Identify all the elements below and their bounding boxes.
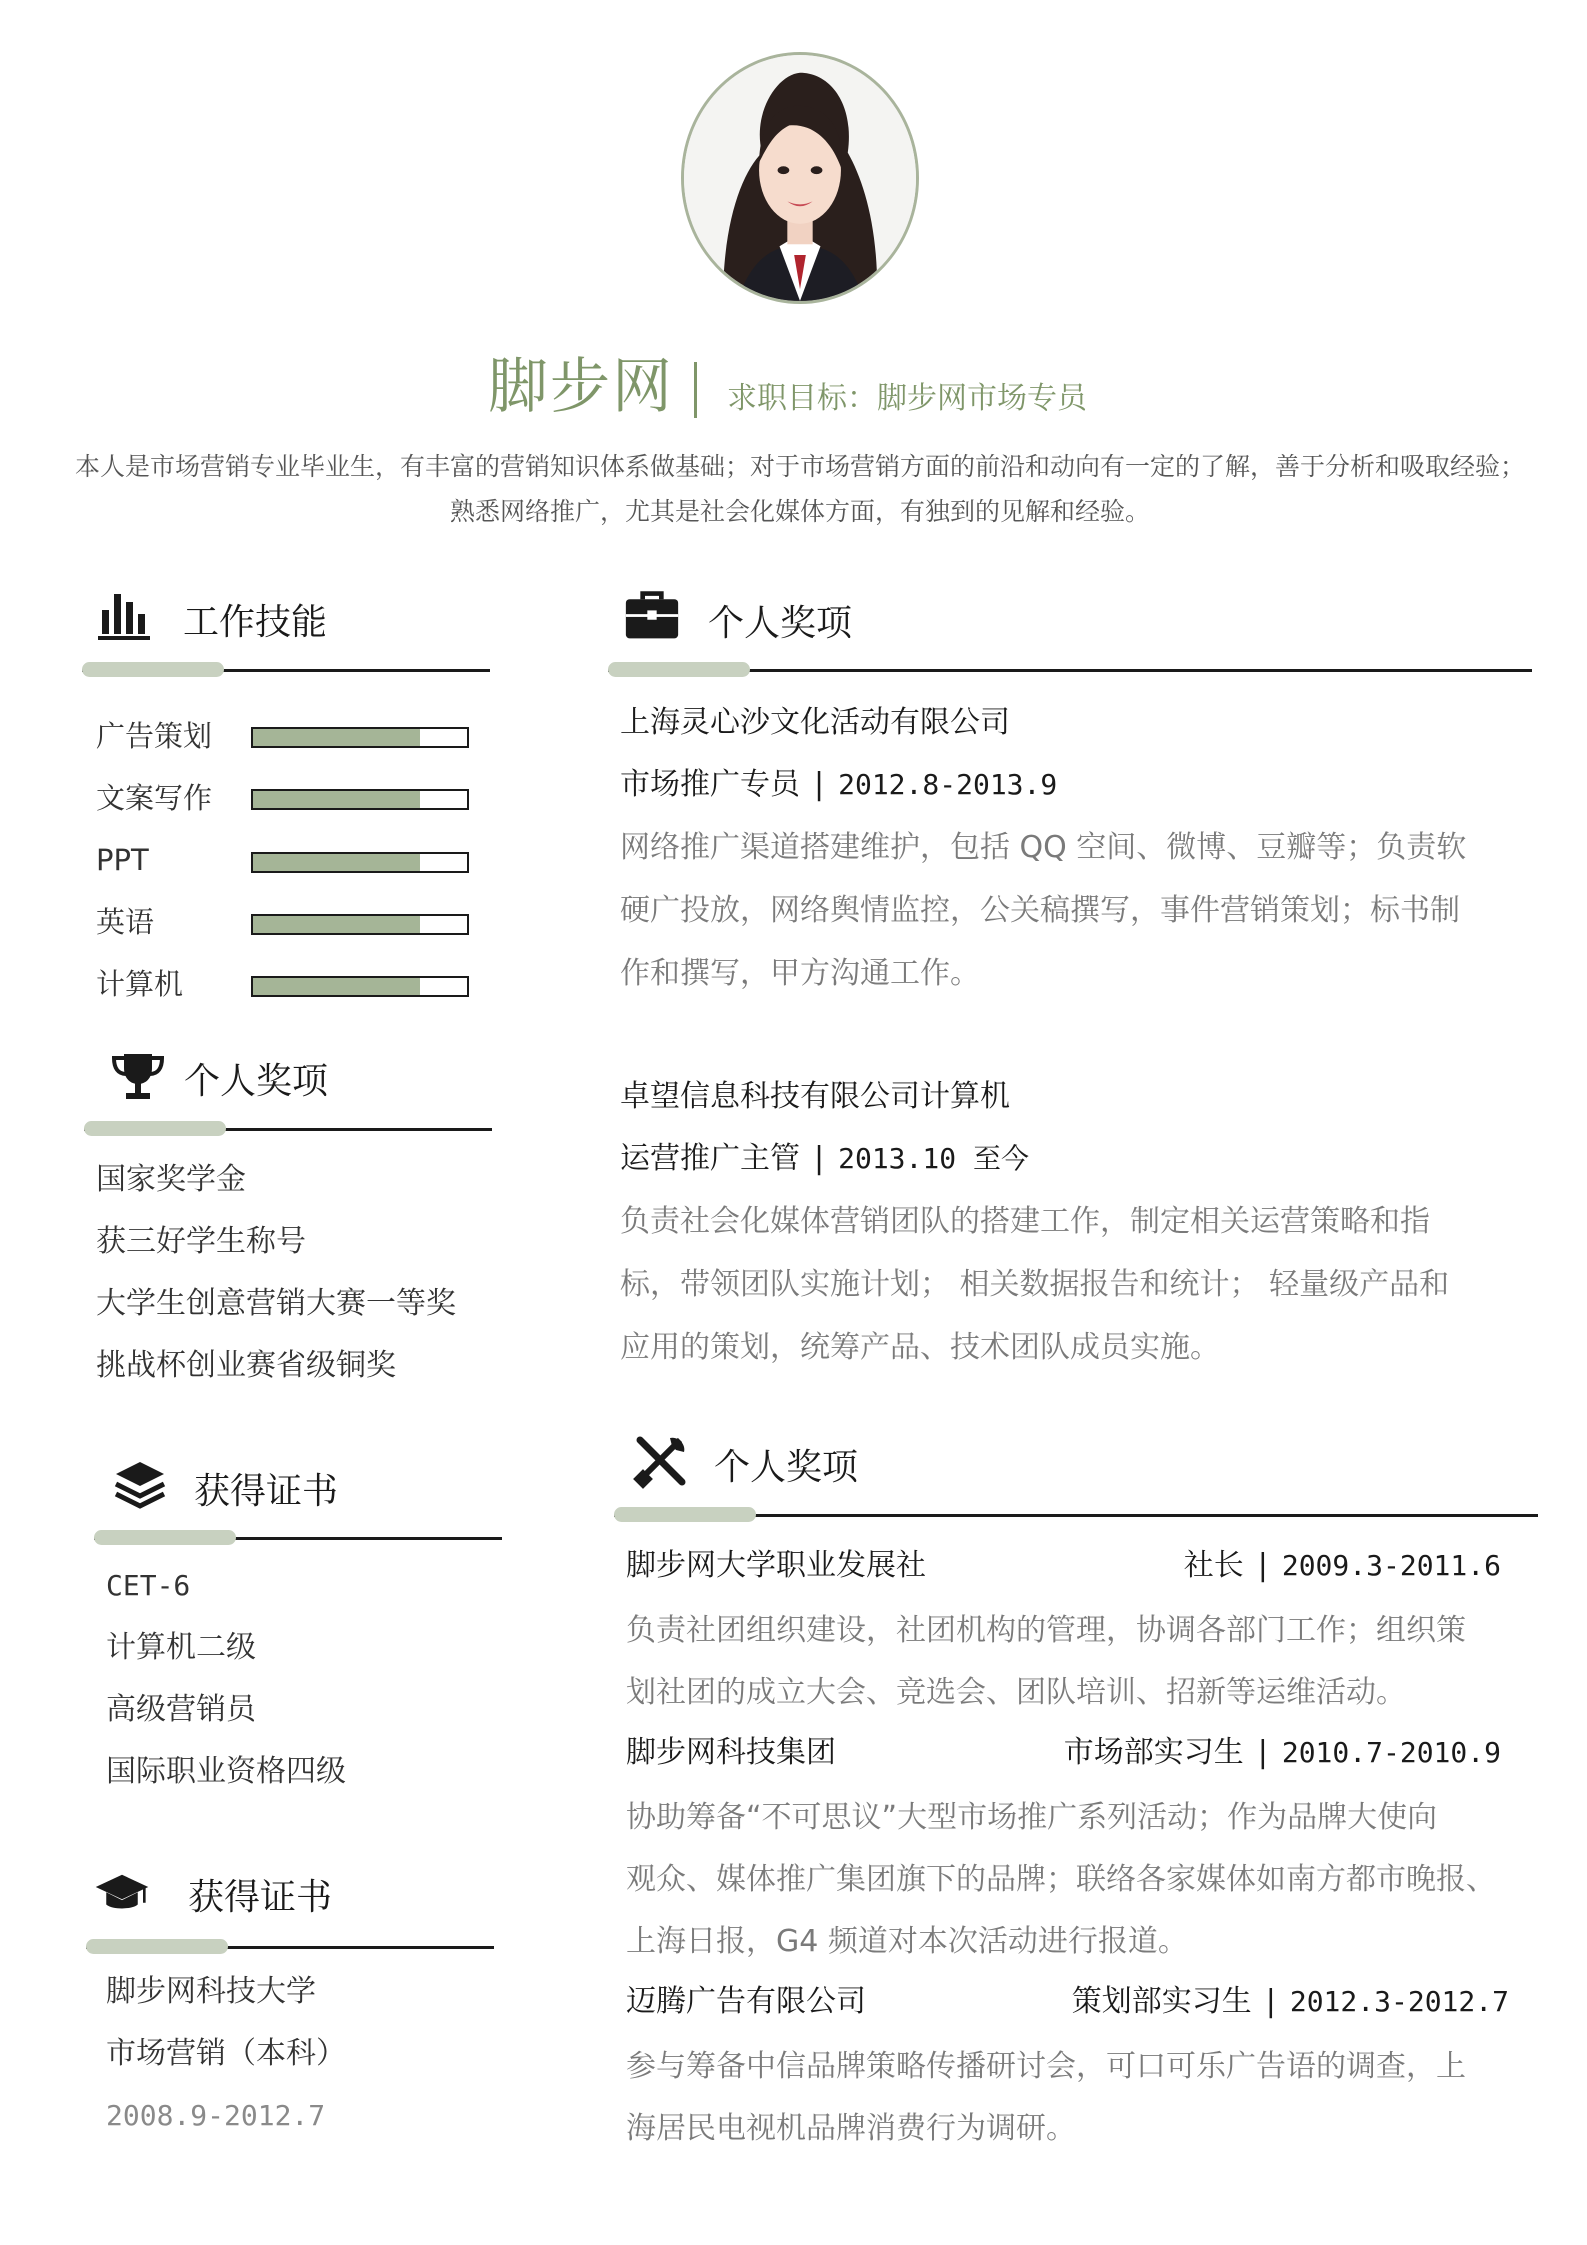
skill-bar-fill: [253, 978, 420, 995]
certs-title: 获得证书: [194, 1471, 339, 1512]
job-role-line: [620, 765, 1057, 805]
campus-role: 策划部实习生: [1071, 1984, 1252, 2019]
education-period: 2008.9-2012.7: [106, 2099, 326, 2132]
job-company: 上海灵心沙文化活动有限公司: [620, 705, 1010, 740]
briefcase-icon: [624, 588, 680, 644]
award-item: 挑战杯创业赛省级铜奖: [96, 1348, 396, 1383]
cert-item: 高级营销员: [106, 1692, 256, 1727]
awards-accent: [84, 1121, 226, 1136]
desc-line: 参与筹备中信品牌策略传播研讨会，可口可乐广告语的调查，上: [626, 2049, 1466, 2084]
desc-line: 划社团的成立大会、竞选会、团队培训、招新等运维活动。: [626, 1675, 1406, 1710]
separator: |: [1265, 1984, 1276, 2019]
skill-label: 文案写作: [96, 781, 213, 815]
job-period: 2012.8-2013.9: [838, 768, 1058, 801]
desc-line: 负责社团组织建设，社团机构的管理，协调各部门工作；组织策: [626, 1613, 1466, 1648]
cert-item: 国际职业资格四级: [106, 1754, 346, 1789]
campus-role: 社长: [1183, 1548, 1244, 1583]
job-period: 2013.10 至今: [838, 1142, 1029, 1175]
desc-line: 网络推广渠道搭建维护，包括 QQ 空间、微博、豆瓣等；负责软: [620, 830, 1467, 865]
campus-title: 个人奖项: [714, 1447, 859, 1488]
cert-item: CET-6: [106, 1569, 191, 1602]
campus-description: [626, 1787, 1496, 1973]
campus-period: 2010.7-2010.9: [1281, 1736, 1501, 1769]
separator: |: [814, 767, 825, 802]
award-item: 国家奖学金: [96, 1162, 246, 1197]
campus-org: 迈腾广告有限公司: [626, 1984, 866, 2019]
work-accent: [608, 662, 750, 677]
skill-row: [96, 964, 183, 1004]
desc-line: 硬广投放，网络舆情监控，公关稿撰写，事件营销策划；标书制: [620, 893, 1460, 928]
job-role: 市场推广专员: [620, 767, 800, 802]
certs-accent: [94, 1530, 236, 1545]
layers-icon: [112, 1458, 168, 1514]
skill-bar: [251, 727, 469, 748]
graduation-cap-icon: [94, 1866, 150, 1922]
skill-bar: [251, 914, 469, 935]
skill-bar: [251, 789, 469, 810]
desc-line: 负责社会化媒体营销团队的搭建工作，制定相关运营策略和指: [620, 1204, 1430, 1239]
separator: |: [1257, 1735, 1268, 1770]
skill-row: [96, 778, 212, 818]
campus-role-line: [1064, 1733, 1501, 1773]
skill-bar: [251, 976, 469, 997]
campus-role: 市场部实习生: [1063, 1735, 1244, 1770]
major: 市场营销（本科）: [106, 2036, 346, 2071]
school-name: 脚步网科技大学: [106, 1974, 316, 2009]
desc-line: 上海日报，G4 频道对本次活动进行报道。: [626, 1924, 1188, 1959]
bar-chart-icon: [96, 588, 152, 644]
desc-line: 协助筹备“不可思议”大型市场推广系列活动；作为品牌大使向: [626, 1800, 1438, 1835]
self-summary: 本人是市场营销专业毕业生，有丰富的营销知识体系做基础；对于市场营销方面的前沿和动向有一定的了解，善于分析和吸取经验；熟悉网络推广，尤其是社会化媒体方面，有独到的见解和经验。: [74, 452, 1525, 526]
skill-label: 计算机: [96, 967, 184, 1001]
tools-icon: [632, 1434, 688, 1490]
desc-line: 标，带领团队实施计划； 相关数据报告和统计； 轻量级产品和: [620, 1267, 1450, 1302]
campus-description: [626, 1600, 1466, 1724]
skill-label: 广告策划: [96, 719, 213, 753]
campus-role-line: [1184, 1546, 1501, 1586]
campus-accent: [614, 1507, 756, 1522]
campus-org: 脚步网大学职业发展社: [626, 1548, 926, 1583]
skills-accent: [82, 662, 224, 677]
job-objective: 求职目标：脚步网市场专员: [727, 381, 1087, 416]
job-description: [620, 816, 1466, 1005]
separator: |: [1257, 1548, 1268, 1583]
awards-title: 个人奖项: [184, 1061, 329, 1102]
work-title: 个人奖项: [708, 603, 853, 644]
campus-period: 2012.3-2012.7: [1289, 1985, 1509, 2018]
desc-line: 作和撰写，甲方沟通工作。: [620, 956, 980, 991]
education-accent: [86, 1939, 228, 1954]
skills-title: 工作技能: [183, 602, 328, 643]
portrait-photo: [684, 55, 916, 301]
campus-role-line: [1072, 1982, 1509, 2022]
skill-row: [96, 902, 154, 942]
campus-description: [626, 2036, 1466, 2160]
skill-bar: [251, 852, 469, 873]
skill-bar-fill: [253, 916, 420, 933]
campus-org: 脚步网科技集团: [626, 1735, 836, 1770]
skill-bar-fill: [253, 729, 420, 746]
skill-bar-fill: [253, 854, 420, 871]
job-role: 运营推广主管: [620, 1141, 800, 1176]
skill-row: [96, 716, 212, 756]
skill-bar-fill: [253, 791, 420, 808]
skill-row: [96, 840, 149, 880]
separator: |: [814, 1141, 825, 1176]
job-company: 卓望信息科技有限公司计算机: [620, 1079, 1010, 1114]
skill-label: PPT: [96, 843, 149, 877]
cert-item: 计算机二级: [106, 1630, 256, 1665]
job-description: [620, 1190, 1449, 1379]
award-item: 大学生创意营销大赛一等奖: [96, 1286, 456, 1321]
avatar: [681, 52, 919, 304]
desc-line: 海居民电视机品牌消费行为调研。: [626, 2111, 1076, 2146]
campus-period: 2009.3-2011.6: [1281, 1549, 1501, 1582]
award-item: 获三好学生称号: [96, 1224, 306, 1259]
name-divider: [694, 362, 697, 418]
education-title: 获得证书: [188, 1877, 333, 1918]
skill-label: 英语: [96, 905, 155, 939]
trophy-icon: [110, 1050, 166, 1106]
job-role-line: [620, 1139, 1029, 1179]
candidate-name: 脚步网: [488, 352, 674, 422]
desc-line: 观众、媒体推广集团旗下的品牌；联络各家媒体如南方都市晚报、: [626, 1862, 1496, 1897]
desc-line: 应用的策划，统筹产品、技术团队成员实施。: [620, 1330, 1220, 1365]
